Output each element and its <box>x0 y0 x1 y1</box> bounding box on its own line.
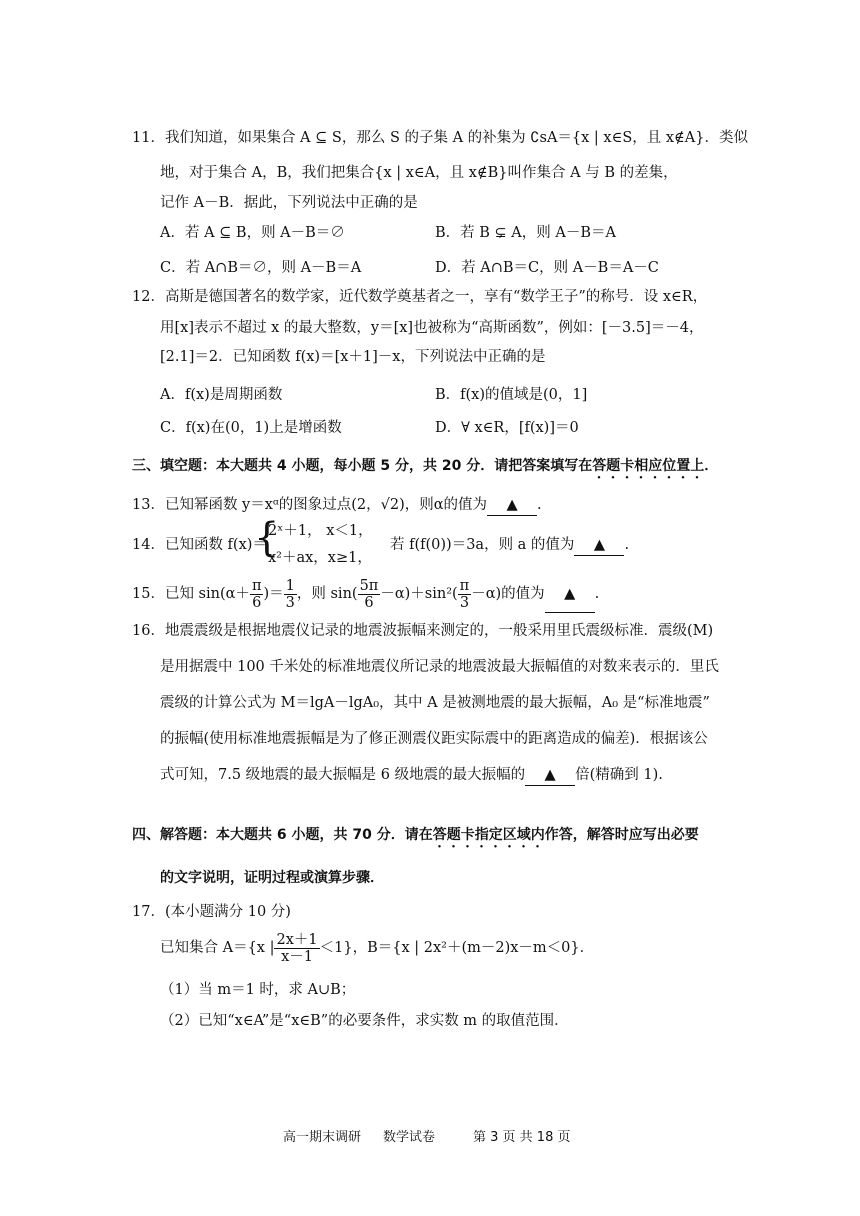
fraction-pi-6: $\frac{\pi}{6}$ <box>251 577 262 611</box>
footer-page-number: 第 3 页 共 18 页 <box>473 1130 571 1145</box>
q11-option-d: D．若 A∩B＝C，则 A－B＝A－C <box>435 260 659 276</box>
q16-line2: 是用据震中 100 千米处的标准地震仪所记录的地震波最大振幅值的对数来表示的．里氏 <box>160 659 719 675</box>
q14-condition: 若 f(f(0))＝3a，则 a 的值为 ▲ . <box>390 535 629 556</box>
q11-line1: 11．我们知道，如果集合 A ⊆ S，那么 S 的子集 A 的补集为 ∁sA＝{x | x∈S，且 x∉A}．类似 <box>132 130 748 146</box>
section3-heading: 三、填空题：本大题共 4 小题，每小题 5 分，共 20 分．请把答案填写在答题卡相应位置上． <box>132 458 719 474</box>
footer-exam-name: 高一期末调研 <box>283 1130 362 1145</box>
q17-heading: 17．(本小题满分 10 分) <box>132 904 291 920</box>
fraction-1-3: $\frac{1}{3}$ <box>285 577 295 611</box>
q16-line1: 16．地震震级是根据地震仪记录的地震波振幅来测定的，一般采用里氏震级标准．震级(M) <box>132 623 714 639</box>
section4-heading-line1: 四、解答题：本大题共 6 小题，共 70 分．请在答题卡指定区域内作答，解答时应写出必要 <box>132 827 699 843</box>
answer-blank: ▲ <box>487 495 537 516</box>
q16-line5: 式可知，7.5 级地震的最大振幅是 6 级地震的最大振幅的 ▲ 倍(精确到 1). <box>160 765 663 786</box>
section4-emphasis: 答题卡指定区域内 <box>432 827 545 843</box>
q15: 15．已知 sin(α＋ $\frac{\pi}{6}$ )＝ $\frac{1}{3}$ ，则 sin( $\frac{5\pi}{6}$ －α)＋sin²( $\frac{\pi}{3}$ －α)的值为 ▲ . <box>132 576 599 613</box>
fraction-pi-3: $\frac{\pi}{3}$ <box>459 577 470 611</box>
q12-line2: 用[x]表示不超过 x 的最大整数，y＝[x]也被称为“高斯函数”，例如：[－3.5]＝－4， <box>160 320 704 336</box>
q12-option-d: D．∀ x∈R，[f(x)]＝0 <box>435 420 579 436</box>
q13: 13．已知幂函数 y＝xᵅ的图象过点(2，√2)，则α的值为 ▲ . <box>132 495 542 516</box>
q14-case1: 2ˣ＋1， x＜1， <box>268 523 373 539</box>
q11-line2: 地，对于集合 A，B，我们把集合{x | x∈A，且 x∉B}叫作集合 A 与 B 的差集， <box>160 165 678 181</box>
section3-emphasis: 答题卡相应位置上 <box>592 458 705 474</box>
piecewise-brace: { <box>254 515 280 561</box>
q17-sets: 已知集合 A＝{x | $\frac{2x+1}{x-1}$ ＜1}，B＝{x | 2x²＋(m－2)x－m＜0}． <box>160 931 595 965</box>
q12-option-c: C．f(x)在(0，1)上是增函数 <box>160 420 342 436</box>
q11-line3: 记作 A－B．据此，下列说法中正确的是 <box>160 195 418 211</box>
q12-line3: [2.1]＝2．已知函数 f(x)＝[x＋1]－x，下列说法中正确的是 <box>160 349 546 365</box>
q17-part2: （2）已知“x∈A”是“x∈B”的必要条件，求实数 m 的取值范围． <box>160 1013 569 1029</box>
q16-line3: 震级的计算公式为 M＝lgA－lgA₀，其中 A 是被测地震的最大振幅，A₀ 是“标准地震” <box>160 695 710 711</box>
answer-blank: ▲ <box>525 765 575 786</box>
q12-line1: 12．高斯是德国著名的数学家，近代数学奠基者之一，享有“数学王子”的称号．设 x∈R， <box>132 289 708 305</box>
q16-line4: 的振幅(使用标准地震振幅是为了修正测震仪距实际震中的距离造成的偏差)．根据该公 <box>160 731 708 747</box>
fraction-5pi-6: $\frac{5\pi}{6}$ <box>359 577 379 611</box>
answer-blank: ▲ <box>545 576 595 613</box>
q17-part1: （1）当 m＝1 时，求 A∪B； <box>160 982 356 998</box>
footer-subject: 数学试卷 <box>383 1130 436 1145</box>
q12-option-a: A．f(x)是周期函数 <box>160 387 283 403</box>
q11-option-b: B．若 B ⊊ A，则 A－B＝A <box>435 225 616 241</box>
q14-prefix: 14．已知函数 f(x)＝ <box>132 537 267 553</box>
q14-case2: x²＋ax，x≥1， <box>268 550 372 566</box>
fraction-set-a: $\frac{2x+1}{x-1}$ <box>276 931 318 965</box>
q11-option-a: A．若 A ⊆ B，则 A－B＝∅ <box>160 225 345 241</box>
q12-option-b: B．f(x)的值域是(0，1] <box>435 387 588 403</box>
answer-blank: ▲ <box>574 535 624 556</box>
q11-option-c: C．若 A∩B＝∅，则 A－B＝A <box>160 260 362 276</box>
section4-heading-line2: 的文字说明，证明过程或演算步骤． <box>160 870 384 886</box>
